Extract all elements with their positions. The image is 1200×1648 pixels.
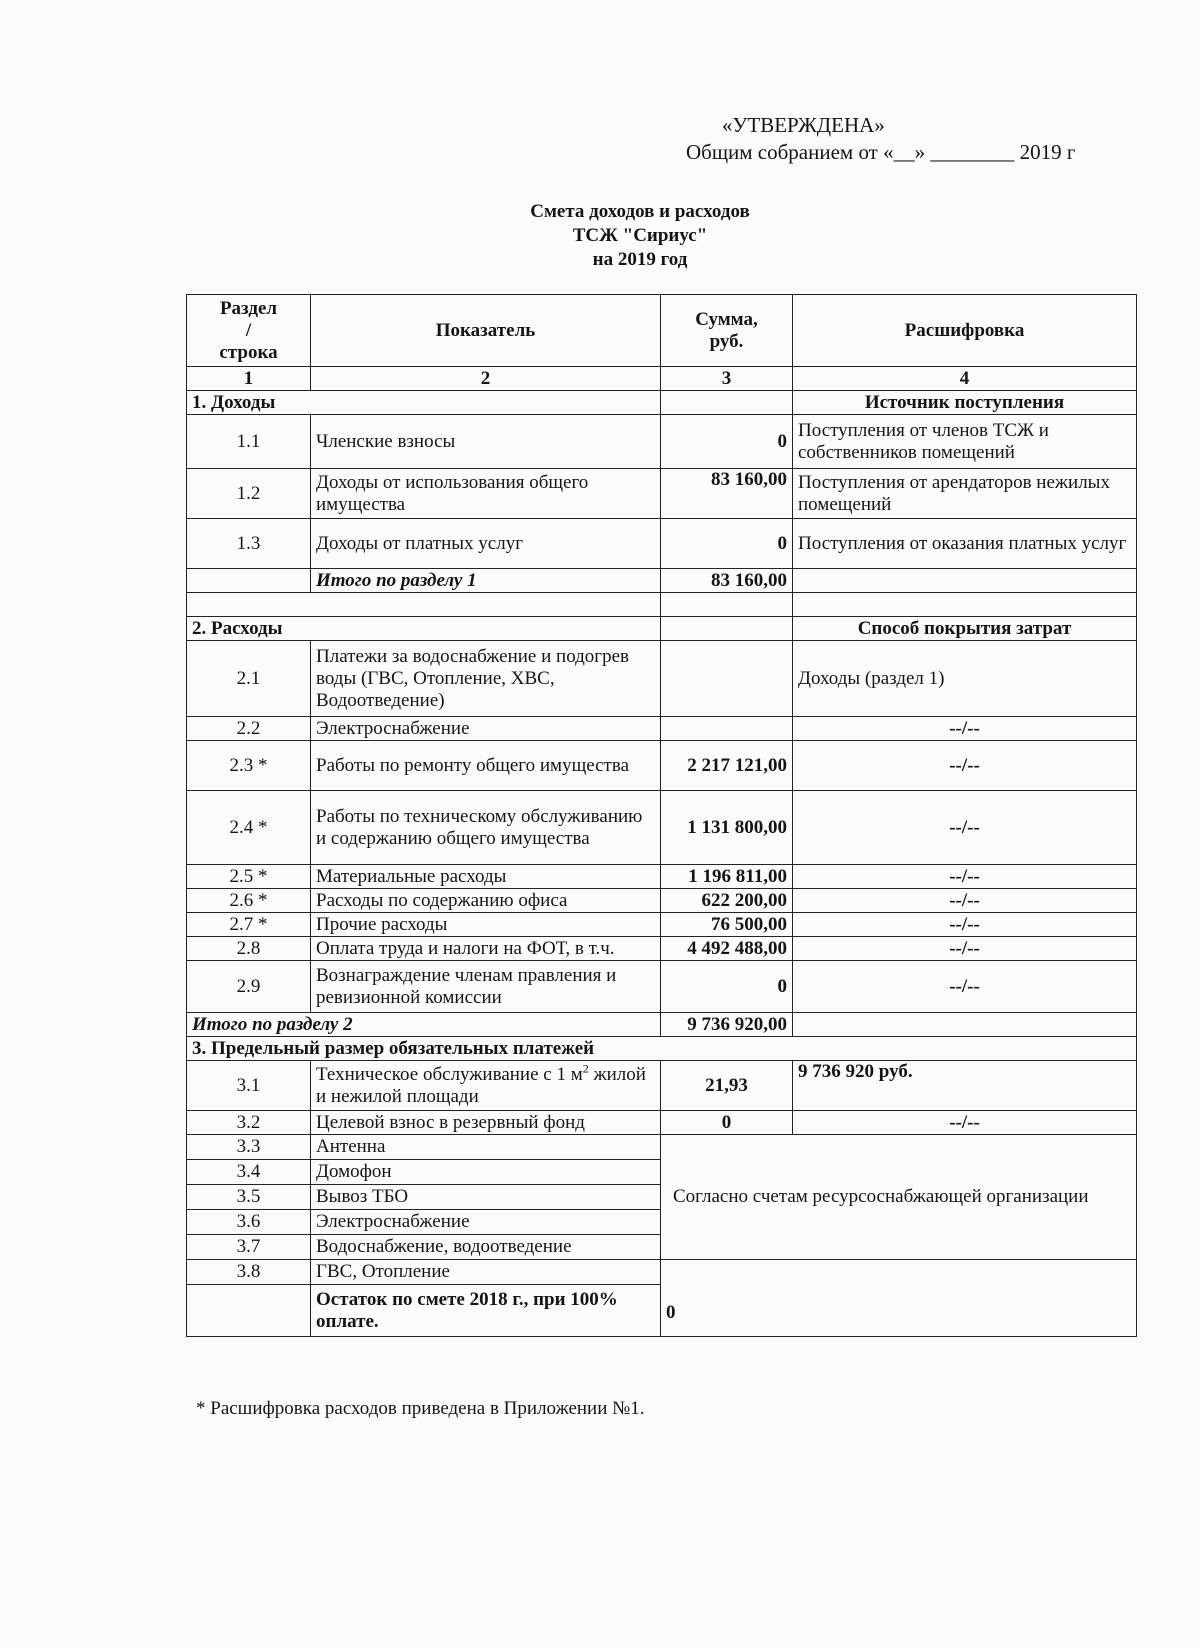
- row-note: Поступления от оказания платных услуг: [793, 519, 1137, 569]
- row-sum: 21,93: [661, 1061, 793, 1111]
- column-numbers-row: [187, 367, 1137, 391]
- row-num: 3.7: [187, 1235, 311, 1260]
- table-row: [187, 1061, 1137, 1111]
- row-name: Работы по техническому обслуживанию и содержанию общего имущества: [311, 791, 661, 865]
- section-1-right-header: Источник поступления: [793, 391, 1137, 415]
- table-row: [187, 913, 1137, 937]
- approval-stamp: [686, 112, 1106, 166]
- row-note: --/--: [793, 791, 1137, 865]
- row-name: [311, 1061, 661, 1111]
- total-2-note-empty: [793, 1013, 1137, 1037]
- row-num: 2.2: [187, 717, 311, 741]
- row-sum: 622 200,00: [661, 889, 793, 913]
- header-section-line1: Раздел: [219, 297, 278, 319]
- row-num: 2.4 *: [187, 791, 311, 865]
- row-num: 2.6 *: [187, 889, 311, 913]
- row-name: Членские взносы: [311, 415, 661, 469]
- table-row: [187, 1260, 1137, 1285]
- row-note: --/--: [793, 961, 1137, 1013]
- row-sum: 2 217 121,00: [661, 741, 793, 791]
- row-name: ГВС, Отопление: [311, 1260, 661, 1285]
- row-num: 3.8: [187, 1260, 311, 1285]
- row-note: --/--: [793, 1111, 1137, 1135]
- row-num: 2.3 *: [187, 741, 311, 791]
- table-row: [187, 1111, 1137, 1135]
- table-row: [187, 519, 1137, 569]
- row-name: Электроснабжение: [311, 1210, 661, 1235]
- approval-meeting-line: Общим собранием от «__» ________ 2019 г: [686, 140, 1076, 164]
- title-line-2: ТСЖ "Сириус": [572, 225, 708, 246]
- table-row: [187, 889, 1137, 913]
- header-decoding: Расшифровка: [793, 295, 1137, 367]
- row-note: --/--: [793, 717, 1137, 741]
- row-name: Электроснабжение: [311, 717, 661, 741]
- row-note: Поступления от членов ТСЖ и собственников помещений: [793, 415, 1137, 469]
- col-number-2: 2: [311, 367, 661, 391]
- row-note: 9 736 920 руб.: [793, 1061, 1137, 1111]
- col-number-1: 1: [187, 367, 311, 391]
- row-sum: 0: [661, 519, 793, 569]
- section-1-total-row: [187, 569, 1137, 593]
- table-row: [187, 469, 1137, 519]
- budget-table: [186, 294, 1137, 1337]
- row-sum: [661, 717, 793, 741]
- row-note: --/--: [793, 889, 1137, 913]
- row-sum: 0: [661, 1111, 793, 1135]
- section-3-title: 3. Предельный размер обязательных платежей: [187, 1037, 1137, 1061]
- section-2-total-row: [187, 1013, 1137, 1037]
- row-name: Расходы по содержанию офиса: [311, 889, 661, 913]
- section-2-total-sum: 9 736 920,00: [661, 1013, 793, 1037]
- row-name: Водоснабжение, водоотведение: [311, 1235, 661, 1260]
- row-sum: [661, 641, 793, 717]
- section-1-title: 1. Доходы: [187, 391, 661, 415]
- section-2-empty: [661, 617, 793, 641]
- remainder-value: 0: [661, 1260, 1137, 1337]
- row-num: 3.2: [187, 1111, 311, 1135]
- section-1-header: [187, 391, 1137, 415]
- row-name: Антенна: [311, 1135, 661, 1160]
- row-num: 2.8: [187, 937, 311, 961]
- row-num: 3.5: [187, 1185, 311, 1210]
- row-name: Оплата труда и налоги на ФОТ, в т.ч.: [311, 937, 661, 961]
- remainder-num-empty: [187, 1285, 311, 1337]
- row-sum: 0: [661, 415, 793, 469]
- table-row: [187, 641, 1137, 717]
- header-sum-line1: Сумма,: [695, 308, 758, 330]
- row-sum: 1 131 800,00: [661, 791, 793, 865]
- table-row: [187, 415, 1137, 469]
- spacer-cell: [793, 593, 1137, 617]
- footnote: * Расшифровка расходов приведена в Приложении №1.: [196, 1398, 645, 1419]
- row-name: Вознаграждение членам правления и ревизионной комиссии: [311, 961, 661, 1013]
- row-name: Прочие расходы: [311, 913, 661, 937]
- table-row: [187, 791, 1137, 865]
- row-note: Поступления от арендаторов нежилых помещений: [793, 469, 1137, 519]
- row-num: 1.2: [187, 469, 311, 519]
- merged-note-resource-supply: Согласно счетам ресурсоснабжающей организации: [661, 1135, 1137, 1260]
- header-sum-line2: руб.: [709, 330, 744, 352]
- row-name-part-a: Техническое обслуживание с 1 м: [316, 1063, 583, 1085]
- row-num: 1.1: [187, 415, 311, 469]
- row-name: Целевой взнос в резервный фонд: [311, 1111, 661, 1135]
- col-number-3: 3: [661, 367, 793, 391]
- row-sum: 83 160,00: [661, 469, 793, 519]
- total-1-empty: [187, 569, 311, 593]
- title-line-1: Смета доходов и расходов: [530, 201, 750, 222]
- row-note: --/--: [793, 913, 1137, 937]
- section-2-title: 2. Расходы: [187, 617, 661, 641]
- row-name-part-b: жилой и нежилой площади: [316, 1063, 646, 1107]
- table-row: [187, 717, 1137, 741]
- row-note: --/--: [793, 865, 1137, 889]
- row-num: 3.6: [187, 1210, 311, 1235]
- row-sum: 0: [661, 961, 793, 1013]
- row-num: 1.3: [187, 519, 311, 569]
- header-section: [187, 295, 311, 367]
- row-name: Домофон: [311, 1160, 661, 1185]
- row-name: Материальные расходы: [311, 865, 661, 889]
- section-1-empty: [661, 391, 793, 415]
- title-line-3: на 2019 год: [592, 249, 688, 270]
- section-3-header: [187, 1037, 1137, 1061]
- header-indicator: Показатель: [311, 295, 661, 367]
- superscript-2: 2: [582, 1061, 589, 1076]
- row-sum: 1 196 811,00: [661, 865, 793, 889]
- row-num: 2.9: [187, 961, 311, 1013]
- row-name: Доходы от использования общего имущества: [311, 469, 661, 519]
- row-note: --/--: [793, 937, 1137, 961]
- row-note: Доходы (раздел 1): [793, 641, 1137, 717]
- section-1-total-sum: 83 160,00: [661, 569, 793, 593]
- document-title: [380, 200, 900, 272]
- row-num: 3.4: [187, 1160, 311, 1185]
- row-name: Платежи за водоснабжение и подогрев воды (ГВС, Отопление, ХВС, Водоотведение): [311, 641, 661, 717]
- spacer-cell: [187, 593, 661, 617]
- approval-heading: «УТВЕРЖДЕНА»: [722, 113, 885, 137]
- row-name: Вывоз ТБО: [311, 1185, 661, 1210]
- row-num: 3.3: [187, 1135, 311, 1160]
- section-2-total-label: Итого по разделу 2: [187, 1013, 661, 1037]
- row-num: 3.1: [187, 1061, 311, 1111]
- section-1-total-label: Итого по разделу 1: [311, 569, 661, 593]
- col-number-4: 4: [793, 367, 1137, 391]
- header-section-line3: строка: [219, 341, 278, 363]
- table-row: [187, 961, 1137, 1013]
- table-row: [187, 741, 1137, 791]
- table-row: [187, 1135, 1137, 1160]
- row-sum: 76 500,00: [661, 913, 793, 937]
- table-row: [187, 937, 1137, 961]
- row-name: Работы по ремонту общего имущества: [311, 741, 661, 791]
- section-2-right-header: Способ покрытия затрат: [793, 617, 1137, 641]
- remainder-label: Остаток по смете 2018 г., при 100% оплате.: [311, 1285, 661, 1337]
- row-note: --/--: [793, 741, 1137, 791]
- header-row: [187, 295, 1137, 367]
- header-section-line2: /: [245, 319, 252, 341]
- row-num: 2.1: [187, 641, 311, 717]
- total-1-note-empty: [793, 569, 1137, 593]
- spacer-cell: [661, 593, 793, 617]
- header-sum: [661, 295, 793, 367]
- section-2-header: [187, 617, 1137, 641]
- row-num: 2.7 *: [187, 913, 311, 937]
- row-sum: 4 492 488,00: [661, 937, 793, 961]
- spacer-row: [187, 593, 1137, 617]
- row-name: Доходы от платных услуг: [311, 519, 661, 569]
- row-num: 2.5 *: [187, 865, 311, 889]
- table-row: [187, 865, 1137, 889]
